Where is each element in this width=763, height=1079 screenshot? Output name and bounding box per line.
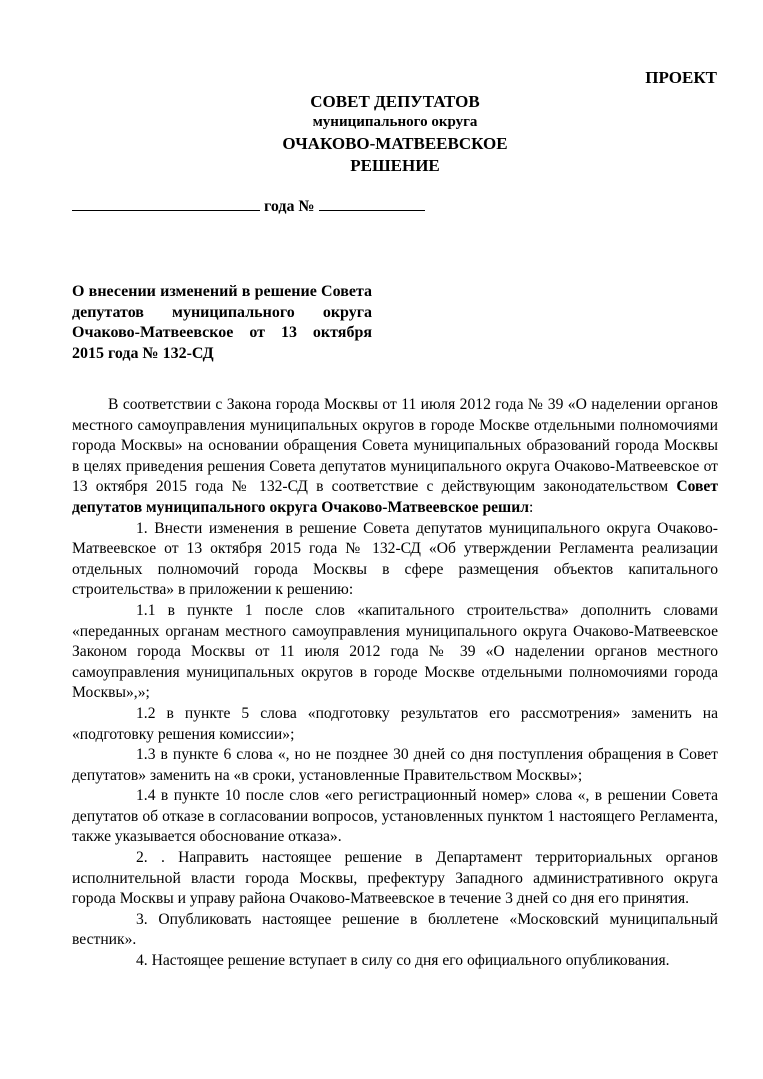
district-type-heading: муниципального округа xyxy=(312,114,478,130)
item-4: 4. Настоящее решение вступает в силу со дня его официального опубликования. xyxy=(136,952,670,970)
item-1: 1. Внести изменения в решение Совета депутатов муниципального округа Очаково-Матвеевское от 13 октября 2015 года № 132-СД «Об утверждении Регламента реализации отдельных полномочий города Москвы в сфере размещения объектов капитального строительства» в приложении к решению: xyxy=(72,519,718,599)
decision-heading: РЕШЕНИЕ xyxy=(350,156,440,175)
item-1-2: 1.2 в пункте 5 слова «подготовку результатов его рассмотрения» заменить на «подготовку решения комиссии»; xyxy=(72,704,718,743)
number-blank xyxy=(319,196,425,211)
item-2: 2. . Направить настоящее решение в Департамент территориальных органов исполнительной власти города Москвы, префектуру Западного административного округа города Москвы и управу района Очаково-Матвеевское в течение 3 дней со дня его принятия. xyxy=(72,849,718,908)
item-1-3: 1.3 в пункте 6 слова «, но не позднее 30 дней со дня поступления обращения в Совет депутатов» заменить на «в сроки, установленные Правительством Москвы»; xyxy=(72,746,718,784)
date-label: года № xyxy=(264,198,315,215)
preamble-paragraph xyxy=(72,395,718,519)
date-blank xyxy=(72,196,260,211)
preamble-text: В соответствии с Закона города Москвы от 11 июля 2012 года № 39 «О наделении органов местного самоуправления муниципальных округов в городе Москве отдельными полномочиями города Москвы» на основании обращения Совета муниципальных образований города Москвы в целях приведения решения Совета депутатов муниципального округа Очаково-Матвеевское от 13 октября 2015 года № 132-СД в соответствие с действующим законодательством xyxy=(72,396,718,496)
item-1-4: 1.4 в пункте 10 после слов «его регистрационный номер» слова «, в решении Совета депутатов об отказе в согласовании вопросов, установленных пунктом 1 настоящего Регламента, также указывается обоснование отказа». xyxy=(72,787,718,846)
date-number-line xyxy=(72,196,425,216)
item-1-1: 1.1 в пункте 1 после слов «капитального строительства» дополнить словами «переданных органам местного самоуправления муниципального округа Очаково-Матвеевское Законом города Москвы от 11 июля 2012 года № 39 «О наделении органов местного самоуправления муниципальных округов в городе Москве отдельными полномочиями города Москвы»,»; xyxy=(72,601,718,702)
council-heading: СОВЕТ ДЕПУТАТОВ xyxy=(310,92,480,111)
preamble-bold-text: Совет депутатов муниципального округа Очаково-Матвеевское решил xyxy=(72,478,718,516)
document-body xyxy=(72,395,718,972)
preamble-tail: : xyxy=(528,498,534,516)
draft-label: ПРОЕКТ xyxy=(645,68,717,87)
item-3: 3. Опубликовать настоящее решение в бюллетене «Московский муниципальный вестник». xyxy=(72,910,718,949)
document-title: О внесении изменений в решение Совета депутатов муниципального округа Очаково-Матвеевское от 13 октября 2015 года № 132-СД xyxy=(72,283,372,362)
district-name-heading: ОЧАКОВО-МАТВЕЕВСКОЕ xyxy=(282,134,508,153)
